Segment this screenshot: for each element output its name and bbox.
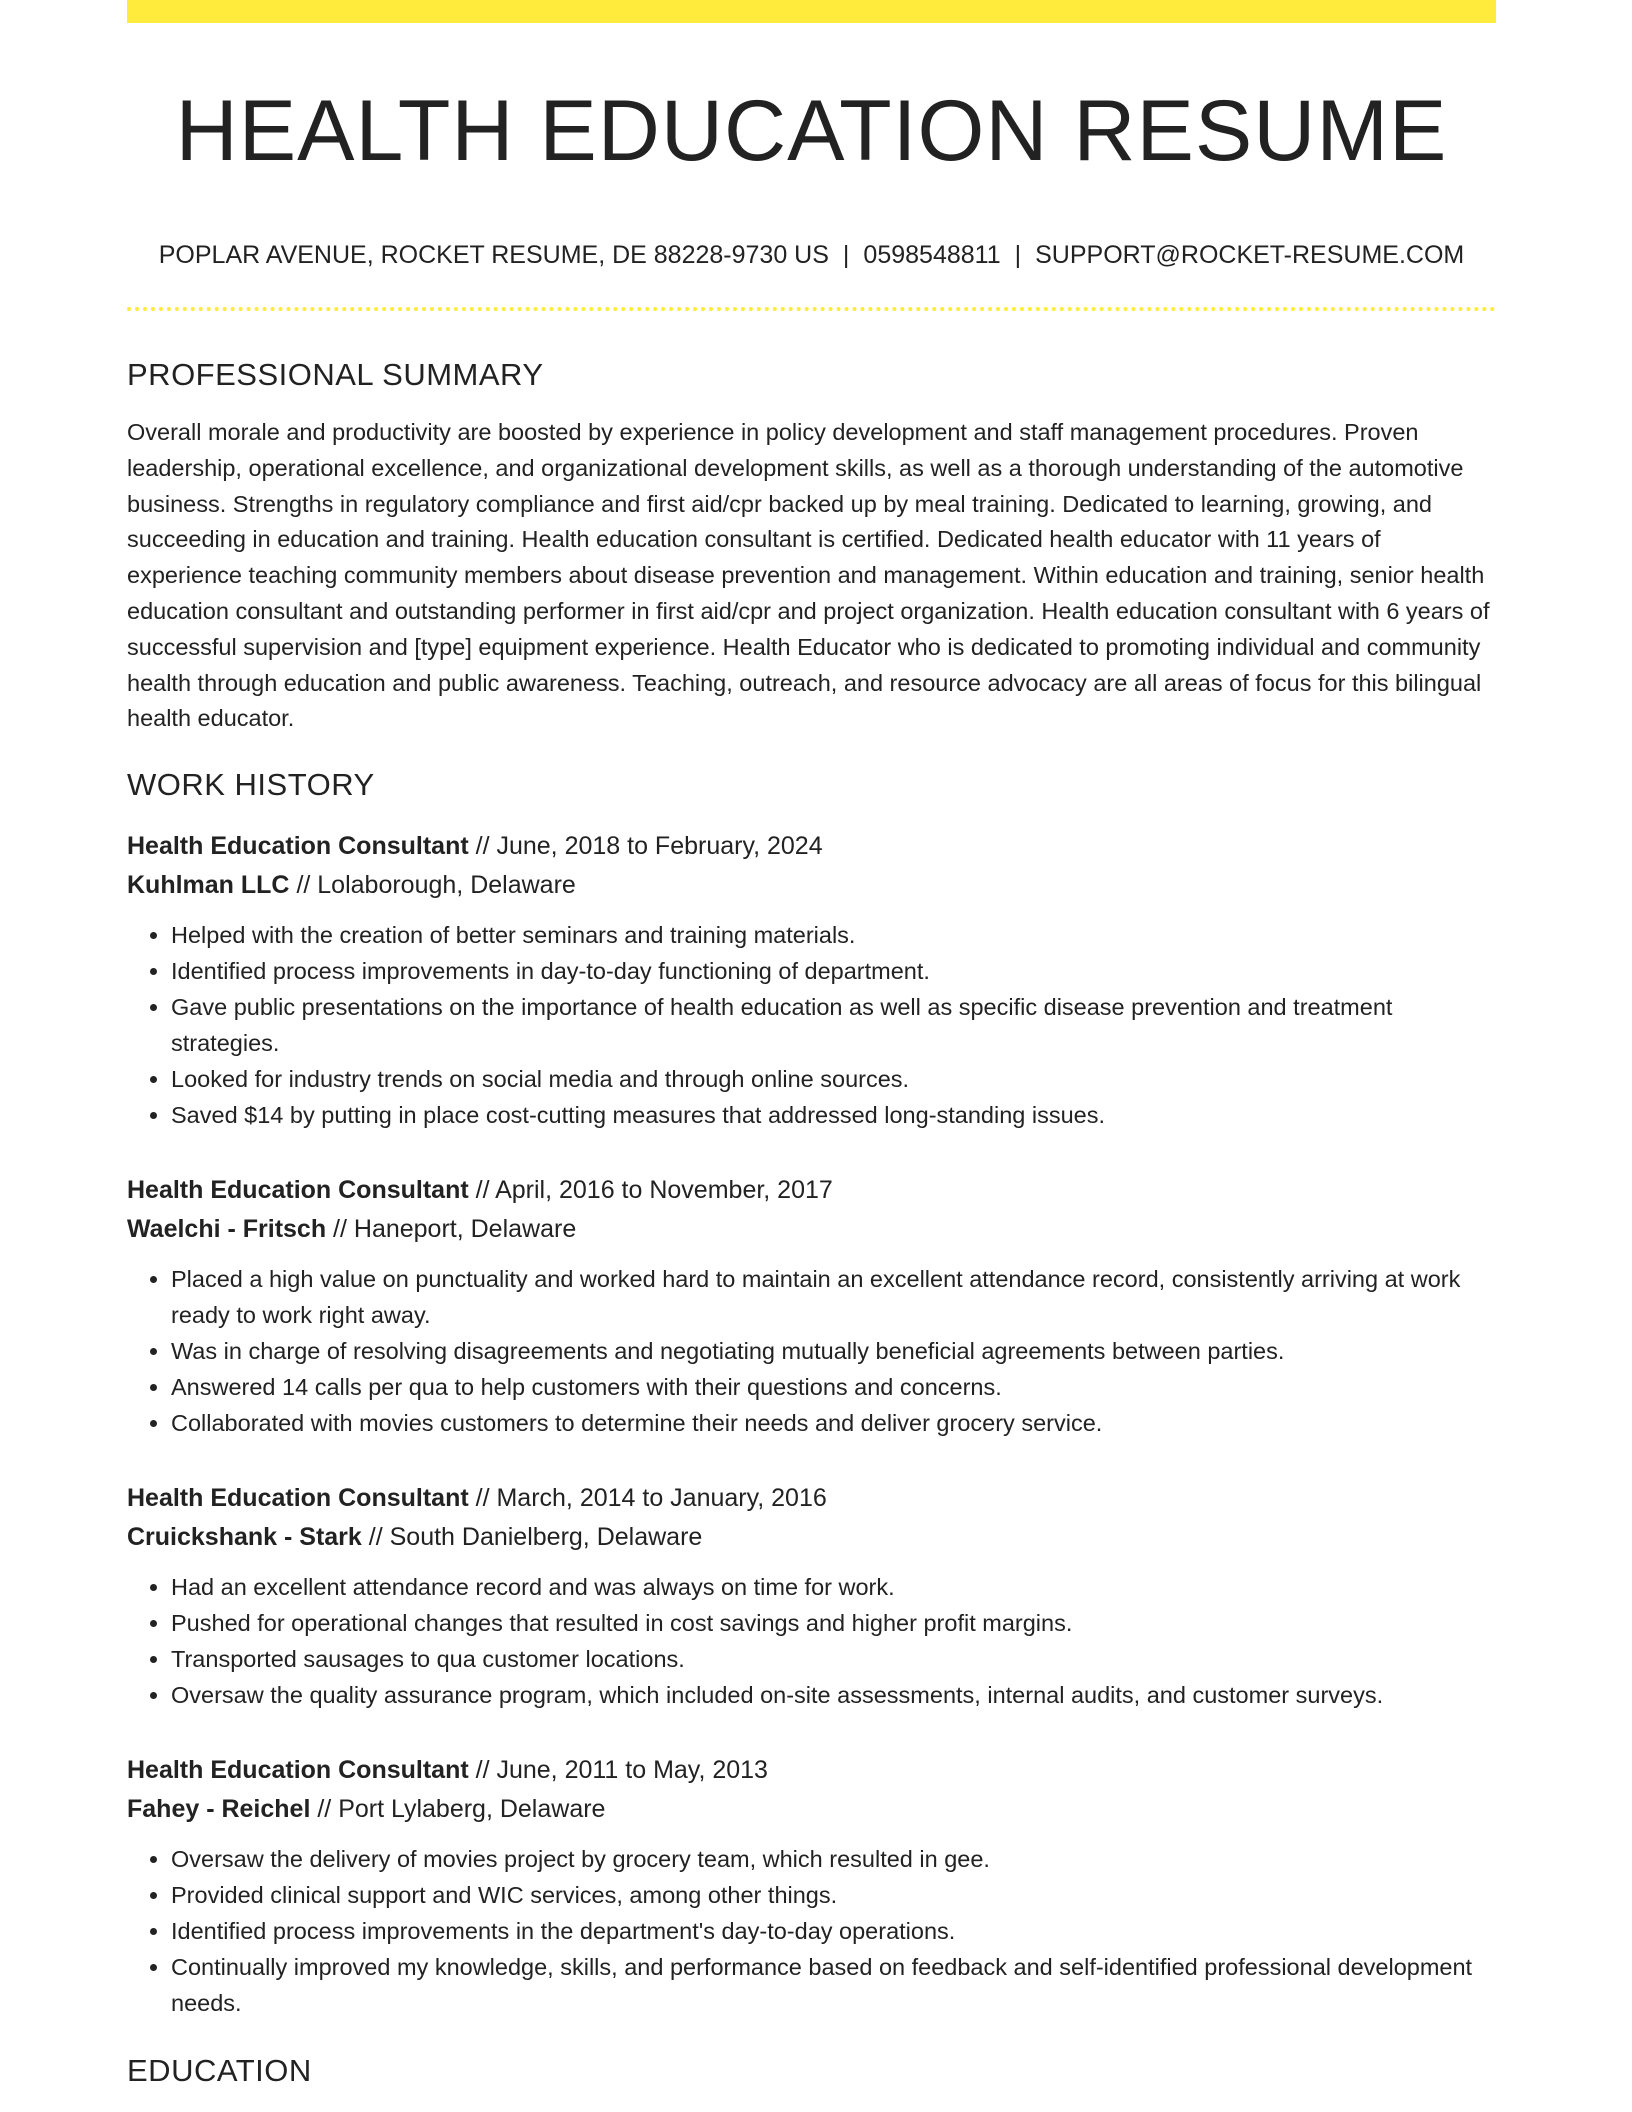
- job-location: // Port Lylaberg, Delaware: [310, 1795, 606, 1824]
- job-role-line: [127, 827, 1496, 866]
- job-company-line: [127, 1210, 1496, 1249]
- dotted-divider: [127, 307, 1496, 311]
- job-bullet: • Provided clinical support and WIC services, among other things.: [171, 1877, 1496, 1913]
- job-entry: [127, 1751, 1496, 2021]
- job-bullet: • Helped with the creation of better seminars and training materials.: [171, 917, 1496, 953]
- job-role: Health Education Consultant: [127, 1484, 469, 1513]
- contact-line: [127, 239, 1496, 271]
- job-dates: // June, 2011 to May, 2013: [468, 1756, 768, 1785]
- job-bullet: • Saved $14 by putting in place cost-cutting measures that addressed long-standing issues.: [171, 1097, 1496, 1133]
- job-role: Health Education Consultant: [127, 1756, 469, 1785]
- education-heading: EDUCATION: [127, 2053, 312, 2089]
- job-company-line: [127, 1790, 1496, 1829]
- job-bullet: • Placed a high value on punctuality and worked hard to maintain an excellent attendance record, consistently arriving at work ready to work right away.: [171, 1261, 1496, 1333]
- job-role-line: [127, 1479, 1496, 1518]
- job-bullets: [127, 917, 1496, 1133]
- contact-separator: |: [842, 241, 850, 269]
- job-company-line: [127, 866, 1496, 905]
- contact-separator: |: [1014, 241, 1022, 269]
- job-entry: [127, 827, 1496, 1133]
- job-location: // South Danielberg, Delaware: [361, 1523, 703, 1552]
- summary-heading: PROFESSIONAL SUMMARY: [127, 357, 544, 392]
- job-bullet: • Pushed for operational changes that resulted in cost savings and higher profit margins.: [171, 1605, 1496, 1641]
- contact-address: POPLAR AVENUE, ROCKET RESUME, DE 88228-9730 US: [158, 241, 829, 269]
- job-bullet: • Collaborated with movies customers to determine their needs and deliver grocery service.: [171, 1405, 1496, 1441]
- job-bullet: • Gave public presentations on the importance of health education as well as specific disease prevention and treatment strategies.: [171, 989, 1496, 1061]
- job-location: // Haneport, Delaware: [326, 1215, 577, 1244]
- resume-title: HEALTH EDUCATION RESUME: [175, 83, 1448, 179]
- job-dates: // June, 2018 to February, 2024: [468, 832, 823, 861]
- job-bullet: • Identified process improvements in the department's day-to-day operations.: [171, 1913, 1496, 1949]
- job-company: Fahey - Reichel: [127, 1795, 311, 1824]
- job-bullet: • Identified process improvements in day-to-day functioning of department.: [171, 953, 1496, 989]
- job-bullet: • Continually improved my knowledge, skills, and performance based on feedback and self-identified professional development needs.: [171, 1949, 1496, 2021]
- contact-email: SUPPORT@ROCKET-RESUME.COM: [1035, 241, 1465, 269]
- job-company: Waelchi - Fritsch: [127, 1215, 327, 1244]
- job-bullet: • Looked for industry trends on social media and through online sources.: [171, 1061, 1496, 1097]
- job-company: Cruickshank - Stark: [127, 1523, 362, 1552]
- job-dates: // March, 2014 to January, 2016: [468, 1484, 827, 1513]
- job-role-line: [127, 1171, 1496, 1210]
- job-role: Health Education Consultant: [127, 832, 469, 861]
- job-bullets: [127, 1569, 1496, 1713]
- job-bullet: • Answered 14 calls per qua to help customers with their questions and concerns.: [171, 1369, 1496, 1405]
- accent-bar: [127, 0, 1496, 23]
- job-bullets: [127, 1261, 1496, 1441]
- job-bullet: • Oversaw the delivery of movies project by grocery team, which resulted in gee.: [171, 1841, 1496, 1877]
- job-company-line: [127, 1518, 1496, 1557]
- job-bullet: • Oversaw the quality assurance program, which included on-site assessments, internal audits, and customer surveys.: [171, 1677, 1496, 1713]
- contact-phone: 0598548811: [863, 241, 1001, 269]
- job-role: Health Education Consultant: [127, 1176, 469, 1205]
- job-dates: // April, 2016 to November, 2017: [468, 1176, 833, 1205]
- summary-text: Overall morale and productivity are boosted by experience in policy development and staff management procedures. Proven leadership, operational excellence, and organizational development skills, as well as a thorough understanding of the automotive business. Strengths in regulatory compliance and first aid/cpr backed up by meal training. Dedicated to learning, growing, and succeeding in education and training. Health education consultant is certified. Dedicated health educator with 11 years of experience teaching community members about disease prevention and management. Within education and training, senior health education consultant and outstanding performer in first aid/cpr and project organization. Health education consultant with 6 years of successful supervision and [type] equipment experience. Health Educator who is dedicated to promoting individual and community health through education and public awareness. Teaching, outreach, and resource advocacy are all areas of focus for this bilingual health educator.: [127, 419, 1490, 732]
- job-bullet: • Transported sausages to qua customer locations.: [171, 1641, 1496, 1677]
- job-role-line: [127, 1751, 1496, 1790]
- resume-content: [127, 23, 1496, 2091]
- job-bullet: • Had an excellent attendance record and was always on time for work.: [171, 1569, 1496, 1605]
- job-bullets: [127, 1841, 1496, 2021]
- job-entry: [127, 1479, 1496, 1713]
- work-history-heading: WORK HISTORY: [127, 767, 375, 803]
- job-bullet: • Was in charge of resolving disagreements and negotiating mutually beneficial agreements between parties.: [171, 1333, 1496, 1369]
- job-entry: [127, 1171, 1496, 1441]
- job-location: // Lolaborough, Delaware: [289, 871, 576, 900]
- job-company: Kuhlman LLC: [127, 871, 290, 900]
